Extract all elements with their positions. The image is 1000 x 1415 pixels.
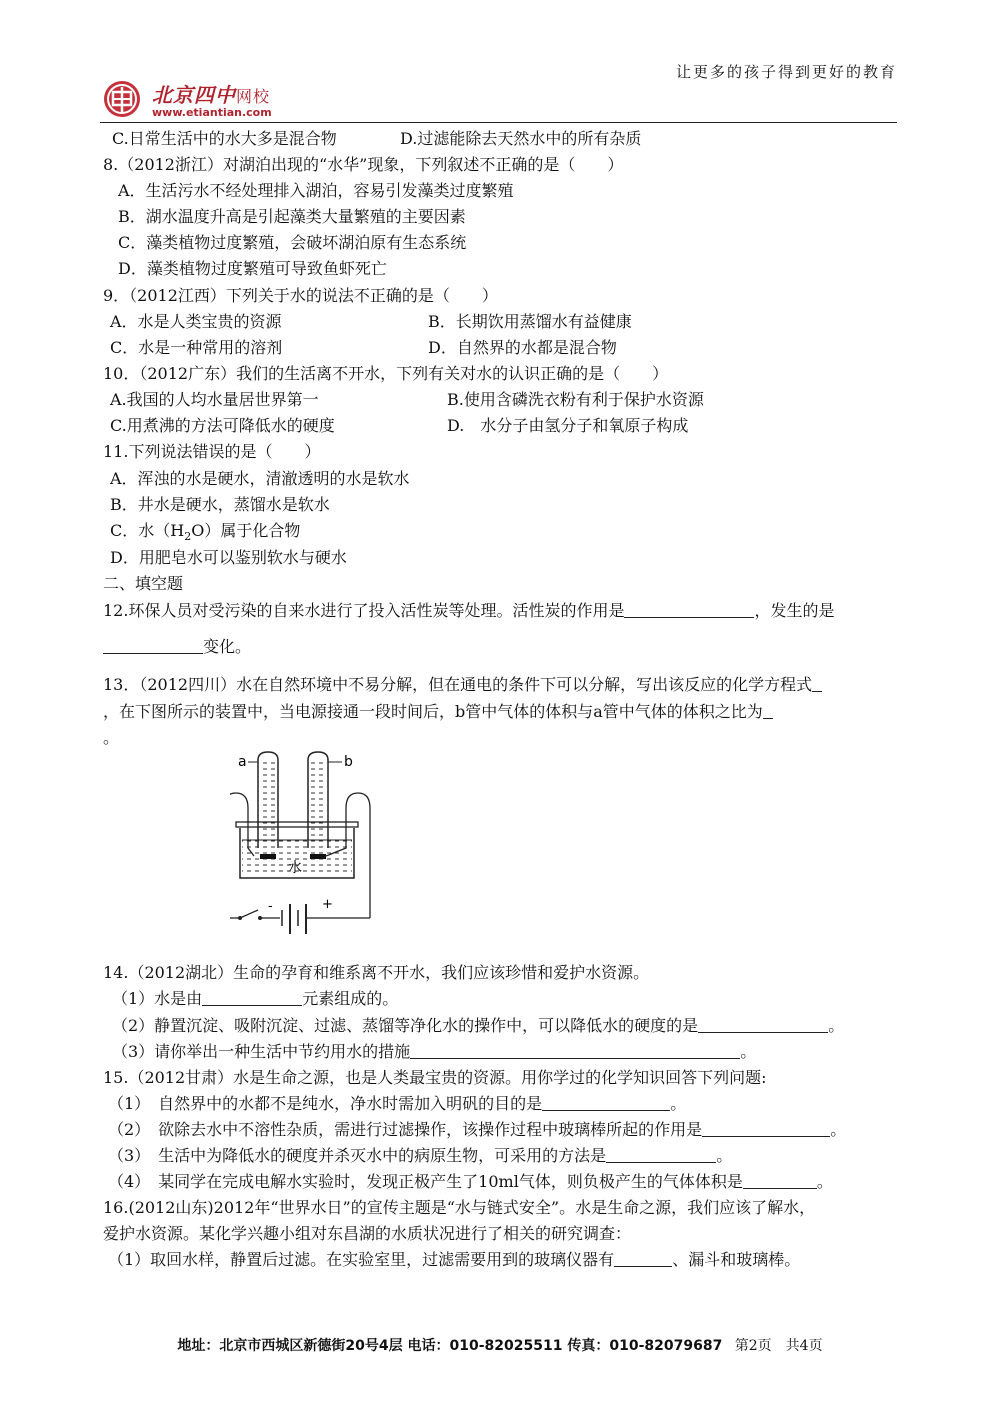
q7-option-c: C.日常生活中的水大多是混合物 xyxy=(112,129,337,148)
q9-option-a: A．水是人类宝贵的资源 xyxy=(110,312,282,331)
q12-blank-2[interactable] xyxy=(103,637,203,654)
section-title-fill-in: 二、填空题 xyxy=(103,574,184,593)
q16-line2: 爱护水资源。某化学兴趣小组对东昌湖的水质状况进行了相关的研究调查： xyxy=(103,1224,632,1243)
q8-option-d: D．藻类植物过度繁殖可导致鱼虾死亡 xyxy=(118,259,387,278)
electrolysis-apparatus-diagram xyxy=(230,748,390,943)
q10-option-c: C.用煮沸的方法可降低水的硬度 xyxy=(110,416,335,435)
q12-line1: 12.环保人员对受污染的自来水进行了投入活性炭等处理。活性炭的作用是 ，发生的是 xyxy=(103,601,835,620)
q16-part1: （1）取回水样，静置后过滤。在实验室里，过滤需要用到的玻璃仪器有 、漏斗和玻璃棒。 xyxy=(108,1250,801,1269)
battery-plus-label: + xyxy=(322,897,333,912)
q13-blank-2[interactable] xyxy=(763,702,773,719)
q16-blank-1[interactable] xyxy=(614,1250,672,1267)
q9-option-b: B．长期饮用蒸馏水有益健康 xyxy=(428,312,632,331)
q14-blank-2[interactable] xyxy=(698,1016,828,1033)
logo-seal-icon xyxy=(102,79,142,119)
page-footer xyxy=(0,1335,1000,1355)
q14-part3: （3）请你举出一种生活中节约用水的措施 。 xyxy=(112,1042,757,1061)
q15-blank-3[interactable] xyxy=(606,1146,716,1163)
q15-part3: （3） 生活中为降低水的硬度并杀灭水中的病原生物，可采用的方法是 。 xyxy=(108,1146,733,1165)
q9-option-c: C．水是一种常用的溶剂 xyxy=(110,338,283,357)
tube-b-label: b xyxy=(344,754,353,770)
q9-option-d: D．自然界的水都是混合物 xyxy=(428,338,617,357)
q12-blank-1[interactable] xyxy=(624,601,754,618)
q14-stem: 14.（2012湖北）生命的孕育和维系离不开水，我们应该珍惜和爱护水资源。 xyxy=(103,963,650,982)
q10-option-b: B.使用含磷洗衣粉有利于保护水资源 xyxy=(447,390,704,409)
q11-option-a: A．浑浊的水是硬水，清澈透明的水是软水 xyxy=(110,469,410,488)
q15-blank-4[interactable] xyxy=(743,1172,817,1189)
battery-minus-label: - xyxy=(268,899,273,914)
q15-part4: （4） 某同学在完成电解水实验时，发现正极产生了10ml气体，则负极产生的气体体积是 。 xyxy=(108,1172,833,1191)
q14-part2: （2）静置沉淀、吸附沉淀、过滤、蒸馏等净化水的操作中，可以降低水的硬度的是 。 xyxy=(112,1016,845,1035)
q13-line2: ，在下图所示的装置中，当电源接通一段时间后，b管中气体的体积与a管中气体的体积之比为 xyxy=(103,701,773,723)
footer-page-number: 第2页 共4页 xyxy=(734,1338,823,1354)
school-logo xyxy=(100,75,340,125)
q7-option-d: D.过滤能除去天然水中的所有杂质 xyxy=(400,129,642,148)
logo-url: www.etiantian.com xyxy=(152,106,272,119)
q15-stem: 15.（2012甘肃）水是生命之源，也是人类最宝贵的资源。用你学过的化学知识回答下列问题: xyxy=(103,1068,767,1087)
q8-option-b: B．湖水温度升高是引起藻类大量繁殖的主要因素 xyxy=(118,207,466,226)
q14-part1: （1）水是由 元素组成的。 xyxy=(112,989,399,1008)
q11-stem: 11.下列说法错误的是（ ） xyxy=(103,442,321,461)
q13-blank-1[interactable] xyxy=(812,675,822,692)
q10-option-a: A.我国的人均水量居世界第一 xyxy=(110,390,319,409)
q11-option-b: B．井水是硬水，蒸馏水是软水 xyxy=(110,495,330,514)
logo-name: 北京四中网校 xyxy=(152,83,271,107)
header-slogan: 让更多的孩子得到更好的教育 xyxy=(675,63,897,81)
q9-stem: 9．（2012江西）下列关于水的说法不正确的是（ ） xyxy=(103,286,498,305)
q16-line1: 16.(2012山东)2012年“世界水日”的宣传主题是“水与链式安全”。水是生命之源，我们应该了解水， xyxy=(103,1198,816,1217)
header-divider xyxy=(100,122,897,123)
page-header xyxy=(100,55,897,125)
tube-a-label: a xyxy=(238,754,247,770)
q8-option-c: C．藻类植物过度繁殖，会破坏湖泊原有生态系统 xyxy=(118,233,467,252)
q8-stem: 8.（2012浙江）对湖泊出现的“水华”现象，下列叙述不正确的是（ ） xyxy=(103,155,624,174)
q15-blank-1[interactable] xyxy=(542,1094,670,1111)
q10-option-d: D. 水分子由氢分子和氧原子构成 xyxy=(447,416,689,435)
q15-blank-2[interactable] xyxy=(702,1120,830,1137)
q14-blank-1[interactable] xyxy=(202,989,302,1006)
q11-option-d: D．用肥皂水可以鉴别软水与硬水 xyxy=(110,548,347,567)
q15-part1: （1） 自然界中的水都不是纯水，净水时需加入明矾的目的是 。 xyxy=(108,1094,687,1113)
q15-part2: （2） 欲除去水中不溶性杂质，需进行过滤操作，该操作过程中玻璃棒所起的作用是 。 xyxy=(108,1120,847,1139)
water-label: 水 xyxy=(288,860,302,876)
q11-option-c: C．水$(H_2O)$属于化合物 xyxy=(110,521,301,544)
q13-line3: 。 xyxy=(103,728,120,747)
q13-line1: 13．（2012四川）水在自然环境中不易分解，但在通电的条件下可以分解，写出该反应的化学方程式 xyxy=(103,674,822,696)
q14-blank-3[interactable] xyxy=(410,1042,740,1059)
q8-option-a: A．生活污水不经处理排入湖泊，容易引发藻类过度繁殖 xyxy=(118,181,514,200)
q10-stem: 10．（2012广东）我们的生活离不开水，下列有关对水的认识正确的是（ ） xyxy=(103,364,669,383)
q12-line2: 变化。 xyxy=(103,636,251,658)
footer-contact: 地址：北京市西城区新德街20号4层 电话：010-82025511 传真：010-82079687 xyxy=(177,1338,723,1354)
